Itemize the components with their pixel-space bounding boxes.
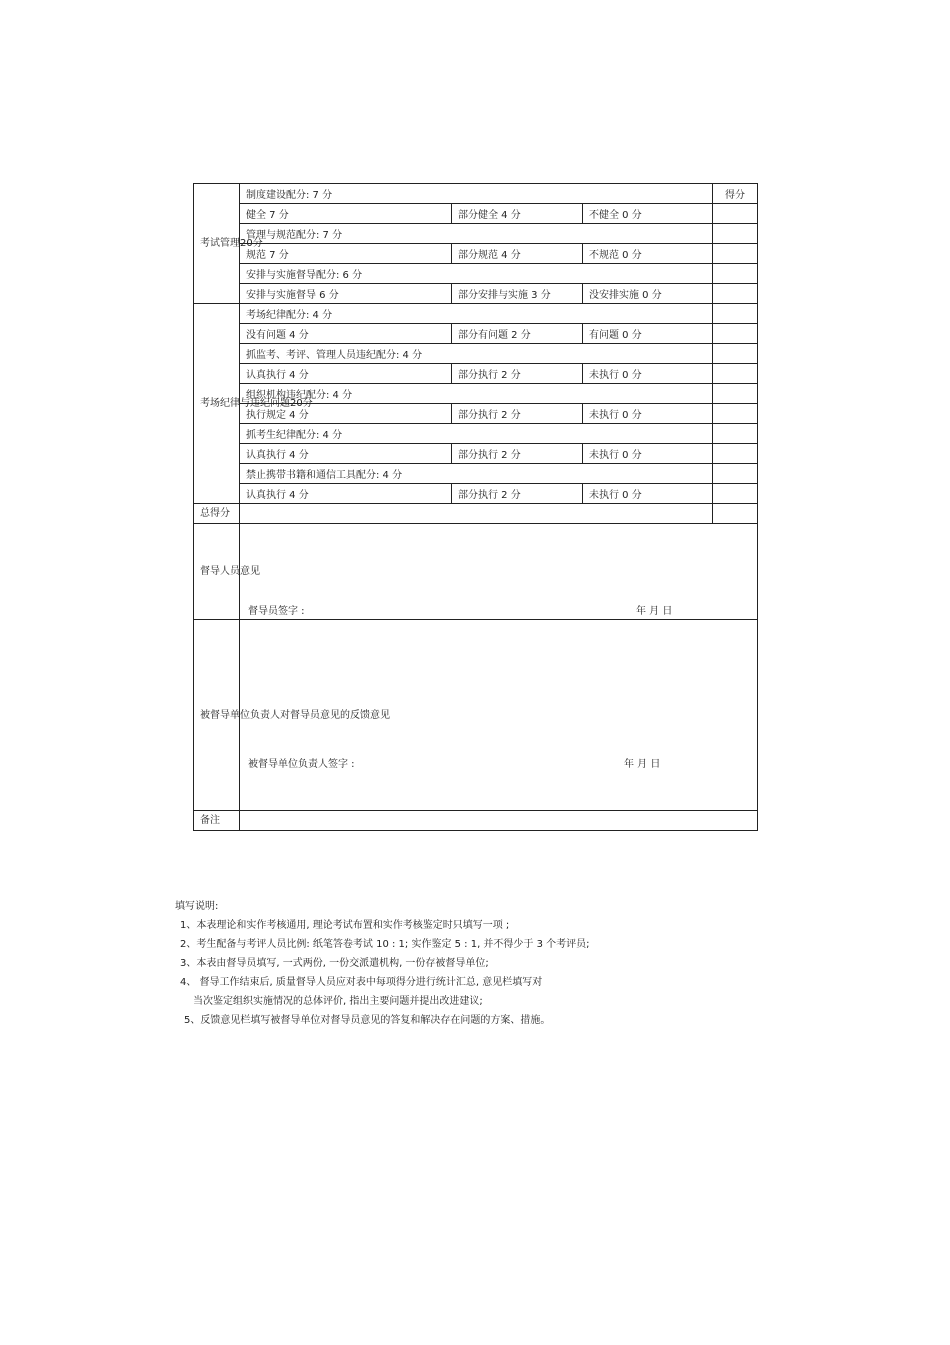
option-partial: 部分安排与实施 3 分	[452, 284, 583, 304]
supervisor-opinion-label: 督导人员意见	[194, 524, 240, 620]
option-none: 未执行 0 分	[583, 484, 713, 504]
option-full: 规范 7 分	[240, 244, 452, 264]
item-candidate-discipline: 抓考生纪律配分: 4 分	[240, 424, 713, 444]
supervisor-opinion-field[interactable]	[240, 524, 758, 620]
score-cell[interactable]	[713, 244, 758, 264]
option-partial: 部分执行 2 分	[452, 404, 583, 424]
category-exam-management: 考试管理20分	[194, 184, 240, 304]
score-cell[interactable]	[713, 444, 758, 464]
score-header: 得分	[713, 184, 758, 204]
instruction-item: 3、本表由督导员填写, 一式两份, 一份交派遣机构, 一份存被督导单位;	[180, 958, 489, 969]
remarks-label: 备注	[194, 811, 240, 831]
total-score-cell[interactable]	[713, 504, 758, 524]
score-cell[interactable]	[713, 224, 758, 244]
feedback-signature-label: 被督导单位负责人签字 :	[248, 759, 355, 770]
option-partial: 部分有问题 2 分	[452, 324, 583, 344]
option-full: 认真执行 4 分	[240, 484, 452, 504]
score-cell[interactable]	[713, 304, 758, 324]
instruction-item: 5、反馈意见栏填写被督导单位对督导员意见的答复和解决存在问题的方案、措施。	[184, 1015, 551, 1026]
instruction-item: 4、 督导工作结束后, 质量督导人员应对表中每项得分进行统计汇总, 意见栏填写对	[180, 977, 543, 988]
score-cell[interactable]	[713, 264, 758, 284]
option-none: 没安排实施 0 分	[583, 284, 713, 304]
item-arrangement: 安排与实施督导配分: 6 分	[240, 264, 713, 284]
option-full: 健全 7 分	[240, 204, 452, 224]
option-none: 未执行 0 分	[583, 364, 713, 384]
item-staff-violation: 抓监考、考评、管理人员违纪配分: 4 分	[240, 344, 713, 364]
option-none: 未执行 0 分	[583, 444, 713, 464]
assessment-form	[193, 183, 757, 831]
option-partial: 部分规范 4 分	[452, 244, 583, 264]
category-discipline: 考场纪律与违纪问题20分	[194, 304, 240, 504]
instruction-item: 2、考生配备与考评人员比例: 纸笔答卷考试 10 : 1; 实作鉴定 5 : 1, 并不得少于 3 个考评员;	[180, 939, 590, 950]
item-forbidden-items: 禁止携带书籍和通信工具配分: 4 分	[240, 464, 713, 484]
total-score-label: 总得分	[194, 504, 240, 524]
option-none: 有问题 0 分	[583, 324, 713, 344]
instructions-title: 填写说明:	[175, 901, 219, 912]
option-partial: 部分执行 2 分	[452, 364, 583, 384]
instruction-item-continued: 当次鉴定组织实施情况的总体评价, 指出主要问题并提出改进建议;	[193, 996, 483, 1007]
option-partial: 部分健全 4 分	[452, 204, 583, 224]
score-cell[interactable]	[713, 204, 758, 224]
option-partial: 部分执行 2 分	[452, 444, 583, 464]
score-cell[interactable]	[713, 404, 758, 424]
option-full: 没有问题 4 分	[240, 324, 452, 344]
supervisor-signature-label: 督导员签字 :	[248, 606, 305, 617]
score-cell[interactable]	[713, 344, 758, 364]
item-management-norms: 管理与规范配分: 7 分	[240, 224, 713, 244]
supervisor-date-label: 年 月 日	[636, 606, 673, 617]
item-org-violation: 组织机构违纪配分: 4 分	[240, 384, 713, 404]
option-full: 认真执行 4 分	[240, 364, 452, 384]
score-cell[interactable]	[713, 324, 758, 344]
option-none: 未执行 0 分	[583, 404, 713, 424]
score-cell[interactable]	[713, 384, 758, 404]
score-cell[interactable]	[713, 284, 758, 304]
total-score-field[interactable]	[240, 504, 713, 524]
feedback-opinion-field[interactable]	[240, 620, 758, 811]
instruction-item: 1、本表理论和实作考核通用, 理论考试布置和实作考核鉴定时只填写一项 ;	[180, 920, 510, 931]
score-cell[interactable]	[713, 484, 758, 504]
score-cell[interactable]	[713, 464, 758, 484]
item-system-building: 制度建设配分: 7 分	[240, 184, 713, 204]
remarks-field[interactable]	[240, 811, 758, 831]
filling-instructions	[175, 897, 590, 1030]
feedback-opinion-label: 被督导单位负责人对督导员意见的反馈意见	[194, 620, 240, 811]
form-table	[193, 183, 758, 831]
option-none: 不规范 0 分	[583, 244, 713, 264]
item-exam-discipline: 考场纪律配分: 4 分	[240, 304, 713, 324]
score-cell[interactable]	[713, 424, 758, 444]
option-partial: 部分执行 2 分	[452, 484, 583, 504]
option-none: 不健全 0 分	[583, 204, 713, 224]
score-cell[interactable]	[713, 364, 758, 384]
option-full: 认真执行 4 分	[240, 444, 452, 464]
option-full: 执行规定 4 分	[240, 404, 452, 424]
option-full: 安排与实施督导 6 分	[240, 284, 452, 304]
feedback-date-label: 年 月 日	[624, 759, 661, 770]
